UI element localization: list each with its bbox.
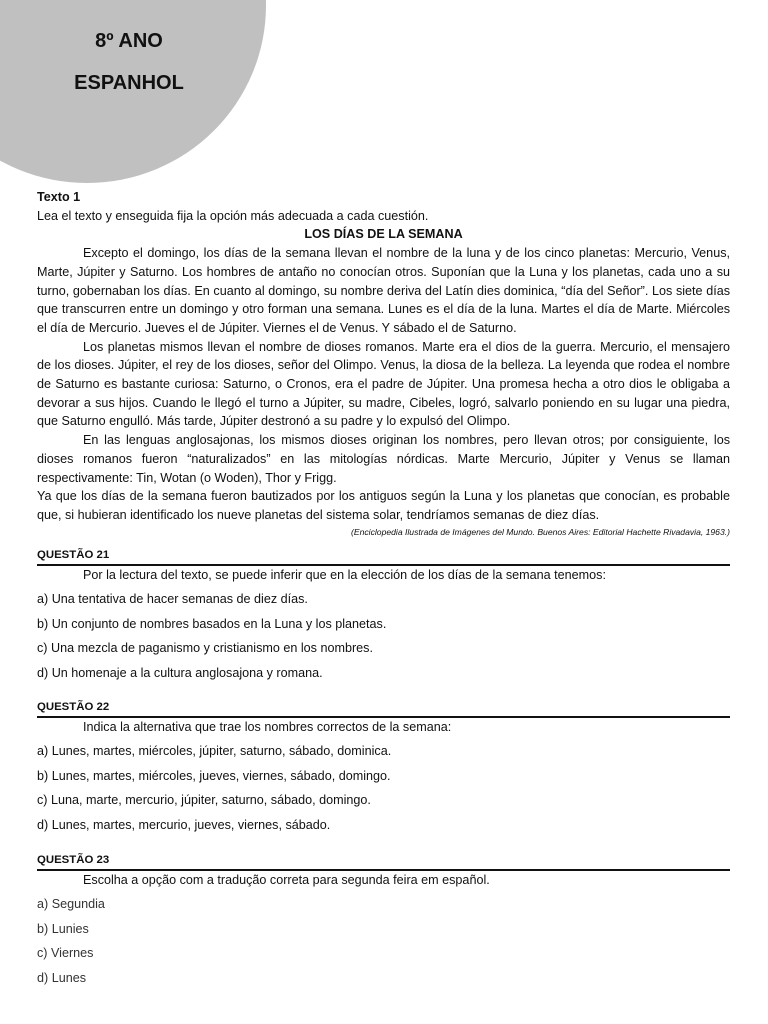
instruction: Lea el texto y enseguida fija la opción más adecuada a cada cuestión.	[37, 208, 429, 223]
option-d[interactable]: d) Lunes	[37, 970, 87, 985]
question-title: QUESTÃO 22	[37, 700, 730, 718]
paragraph: En las lenguas anglosajonas, los mismos dioses originan los nombres, pero llevan otros; por consiguiente, los dioses romanos fueron “naturalizados” en las mitologías nórdicas. Marte Mercurio, Júpiter y Venus se llaman respectivamente: Tin, Wotan (o Woden), Thor y Frigg.	[37, 433, 730, 485]
closing-paragraph: Ya que los días de la semana fueron bautizados por los antiguos según la Luna y los planetas que conocían, es probable que, si hubieran identificado los nueve planetas del sistema solar, tendríamos semanas de diez días.	[37, 489, 730, 522]
grade-label: 8º ANO	[95, 30, 163, 52]
option-c[interactable]: c) Viernes	[37, 946, 94, 961]
option-b[interactable]: b) Un conjunto de nombres basados en la Luna y los planetas.	[37, 616, 387, 631]
question-21	[37, 548, 730, 682]
text-title: LOS DÍAS DE LA SEMANA	[304, 227, 463, 242]
option-b[interactable]: b) Lunes, martes, miércoles, jueves, viernes, sábado, domingo.	[37, 768, 391, 783]
option-a[interactable]: a) Una tentativa de hacer semanas de diez días.	[37, 592, 308, 607]
option-c[interactable]: c) Luna, marte, mercurio, júpiter, saturno, sábado, domingo.	[37, 793, 371, 808]
question-title: QUESTÃO 21	[37, 548, 730, 566]
option-c[interactable]: c) Una mezcla de paganismo y cristianismo en los nombres.	[37, 641, 373, 656]
paragraph: Los planetas mismos llevan el nombre de dioses romanos. Marte era el dios de la guerra. Mercurio, el mensajero de los dioses. Júpiter, el rey de los dioses, señor del Olimpo. Venus, la diosa de la belleza. La leyenda que rodea el nombre de Saturno es bastante curiosa: Saturno, o Cronos, era el padre de Júpiter. Una promesa hecha a otro dios le obligaba a devorar a sus hijos. Cuando le llegó el turno a Júpiter, su madre, Cibeles, logró, salvarlo poniendo en su lugar una piedra, que Saturno engulló. Más tarde, Júpiter destronó a su padre y lo expulsó del Olimpo.	[37, 339, 730, 429]
source-citation: (Enciclopedia Ilustrada de Imágenes del Mundo. Buenos Aires: Editorial Hachette Rivadavia, 1963.)	[351, 526, 730, 537]
option-d[interactable]: d) Un homenaje a la cultura anglosajona y romana.	[37, 665, 323, 680]
question-stem: Escolha a opção com a tradução correta para segunda feira em español.	[83, 873, 490, 887]
subject-label: ESPANHOL	[74, 72, 184, 94]
reading-text	[37, 188, 730, 539]
option-b[interactable]: b) Lunies	[37, 921, 89, 936]
question-22	[37, 700, 730, 834]
paragraph: Excepto el domingo, los días de la semana llevan el nombre de la luna y de los cinco planetas: Mercurio, Venus, Marte, Júpiter y Saturno. Los hombres de antaño no conocían otros. Suponían que la Luna y los planetas, cada uno a su turno, gobernaban los días. En cuanto al domingo, su nombre deriva del Latín dies dominica, “día del Señor”. Los siete días que transcurren entre un domingo y otro forman una semana. Lunes es el día de la luna. Martes el día de Marte. Miércoles el día de Mercurio. Jueves el de Júpiter. Viernes el de Venus. Y sábado el de Saturno.	[37, 246, 730, 335]
option-d[interactable]: d) Lunes, martes, mercurio, jueves, viernes, sábado.	[37, 817, 331, 832]
question-title: QUESTÃO 23	[37, 853, 730, 871]
question-stem: Indica la alternativa que trae los nombres correctos de la semana:	[83, 720, 452, 734]
option-a[interactable]: a) Segundia	[37, 897, 105, 912]
question-23	[37, 853, 730, 987]
option-a[interactable]: a) Lunes, martes, miércoles, júpiter, saturno, sábado, dominica.	[37, 744, 392, 759]
text-label: Texto 1	[37, 190, 81, 204]
question-stem: Por la lectura del texto, se puede inferir que en la elección de los días de la semana tenemos:	[83, 568, 606, 582]
